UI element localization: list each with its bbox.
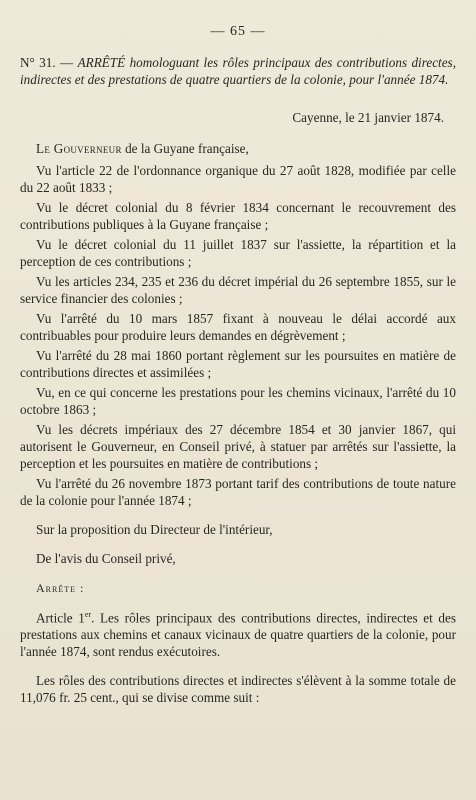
decree-number: N° 31. —	[20, 55, 78, 70]
gouverneur-line	[20, 140, 456, 157]
decree-title	[20, 54, 456, 88]
visa-paragraph: Vu le décret colonial du 8 février 1834 concernant le recouvrement des contributions publiques à la Guyane française ;	[20, 200, 456, 232]
visa-paragraph: Vu l'arrêté du 26 novembre 1873 portant tarif des contributions de toute nature de la colonie pour l'année 1874 ;	[20, 476, 456, 508]
article-paragraph	[20, 606, 456, 660]
article-label: Article 1	[36, 610, 85, 626]
final-paragraph: Les rôles des contributions directes et indirectes s'élèvent à la somme totale de 11,076 fr. 25 cent., qui se divise comme suit :	[20, 673, 456, 706]
visa-paragraph: Vu l'arrêté du 28 mai 1860 portant règlement sur les poursuites en matière de contributions directes et assimilées ;	[20, 348, 456, 380]
visa-paragraph: Vu, en ce qui concerne les prestations pour les chemins vicinaux, l'arrêté du 10 octobre 1863 ;	[20, 385, 456, 417]
visa-paragraph: Vu les décrets impériaux des 27 décembre 1854 et 30 janvier 1867, qui autorisent le Gouverneur, en Conseil privé, à statuer par arrêtés sur l'assiette, la perception et les poursuites en matière de contributions ;	[20, 422, 456, 471]
gouverneur-rest: de la Guyane française,	[121, 141, 249, 156]
gouverneur-label: Le Gouverneur	[36, 141, 122, 156]
article-sup: er	[84, 610, 92, 619]
article-text: . Les rôles principaux des contributions directes, indirectes et des prestations aux chemins et canaux vicinaux de quatre quartiers de la colonie, pour l'année 1874, sont rendus exécutoires.	[20, 610, 456, 660]
decree-title-text: homologuant les rôles principaux des contributions directes, indirectes et des prestations de quatre quartiers de la colonie, pour l'année 1874.	[20, 55, 456, 87]
visa-paragraph: Vu le décret colonial du 11 juillet 1837 sur l'assiette, la répartition et la perception de ces contributions ;	[20, 237, 456, 269]
visa-paragraph: Vu les articles 234, 235 et 236 du décret impérial du 26 septembre 1855, sur le service financier des colonies ;	[20, 274, 456, 306]
proposition-paragraph: Sur la proposition du Directeur de l'intérieur,	[36, 522, 273, 537]
visa-paragraph: Vu l'arrêté du 10 mars 1857 fixant à nouveau le délai accordé aux contribuables pour produire leurs demandes en dégrèvement ;	[20, 311, 456, 343]
page-number: — 65 —	[210, 24, 266, 39]
visa-paragraph: Vu l'article 22 de l'ordonnance organique du 27 août 1828, modifiée par celle du 22 août 1833 ;	[20, 163, 456, 195]
avis-paragraph: De l'avis du Conseil privé,	[36, 551, 176, 566]
decree-arrete-word: ARRÊTÉ	[77, 55, 126, 70]
arrete-heading: Arrête :	[36, 581, 85, 595]
date-line: Cayenne, le 21 janvier 1874.	[292, 110, 444, 125]
